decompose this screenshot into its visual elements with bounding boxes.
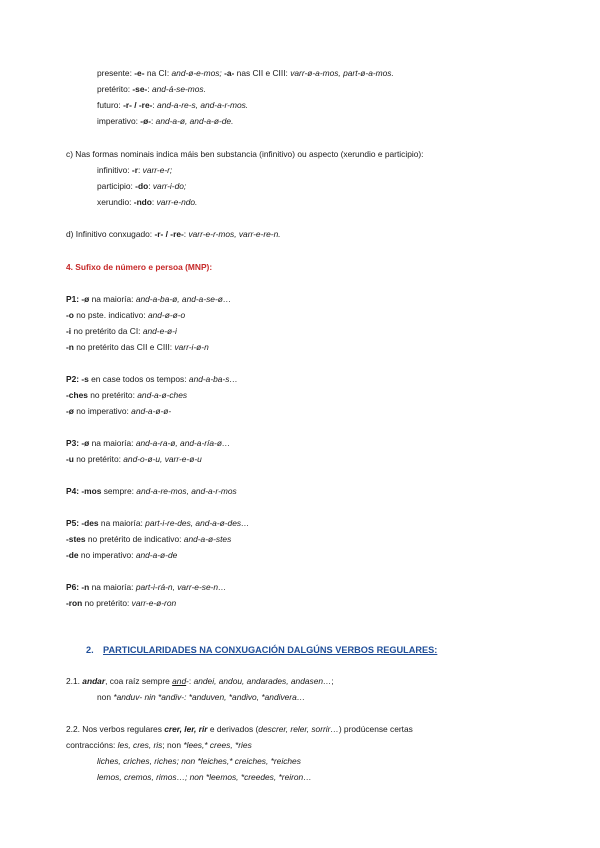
example: and-a-ba-s… [188,374,238,384]
text: : [147,84,152,94]
example: and-á-se-mos. [151,84,206,94]
text: : [151,197,157,207]
example: varr-i-ø-n [174,342,209,352]
tense-line-imperativo [97,116,233,127]
text: sempre: [101,486,137,496]
paragraph-2-1 [66,676,334,687]
example: part-i-rá-n, varr-e-se-n… [135,582,227,592]
person-line [66,550,177,561]
text: , coa raíz sempre [105,676,173,686]
morpheme: -r- / -re- [123,100,153,110]
example: and-a-ø-ches [137,390,188,400]
person-line [66,326,177,337]
text: xerundio: [97,197,134,207]
section-4-heading: 4. Sufixo de número e persoa (MNP): [66,262,213,272]
person-line [66,534,231,545]
tense-label: futuro: [97,100,124,110]
tense-line-presente [97,68,394,79]
text: na maioría: [98,518,146,528]
text: no imperativo: [73,406,132,416]
verbs: crer, ler, rir [164,724,208,734]
person-line [66,598,176,609]
morpheme: P5: -des [66,518,99,528]
paragraph-2-2-line2 [66,740,252,751]
morpheme: -o [66,310,74,320]
morpheme: -ches [66,390,88,400]
morpheme: P4: -mos [66,486,102,496]
text: no pste. indicativo: [73,310,148,320]
person-line [66,406,171,417]
example: varr-e-r-mos, varr-e-re-n. [188,229,281,239]
text: no pretérito: [82,598,132,608]
example: and-a-ra-ø, and-a-ría-ø… [135,438,231,448]
morpheme: -ndo [133,197,152,207]
section-2-heading: PARTICULARIDADES NA CONXUGACIÓN DALGÚNS VERBOS REGULARES: [103,645,438,655]
c-line-infinitivo [97,165,172,176]
example: varr-e-ndo. [156,197,198,207]
paragraph-2-1-line2 [97,692,305,703]
text: 2.1. [66,676,83,686]
person-line [66,342,209,353]
text: 2.2. Nos verbos regulares [66,724,165,734]
text: -: [186,676,194,686]
morpheme: P1: -ø [66,294,90,304]
person-line [66,486,237,497]
text: : [151,116,156,126]
tense-line-futuro [97,100,248,111]
example: varr-i-do; [152,181,187,191]
text: infinitivo: [97,165,132,175]
example: part-i-re-des, and-a-ø-des… [145,518,250,528]
example: varr-ø-a-mos, part-ø-a-mos. [290,68,394,78]
text: na maioría: [89,582,136,592]
morpheme: -stes [66,534,86,544]
example: liches, criches, riches; non *leiches,* creiches, *reiches [97,756,301,766]
text: en case todos os tempos: [88,374,189,384]
text: : [152,100,158,110]
morpheme: P6: -n [66,582,90,592]
text: e derivados ( [207,724,259,734]
person-line [66,310,185,321]
text: na maioría: [89,438,136,448]
paragraph-2-2-line4 [97,772,312,783]
text: ) prodúcense certas [338,724,413,734]
example: and-ø-e-mos; [171,68,225,78]
paragraph-c-intro: c) Nas formas nominais indica máis ben substancia (infinitivo) ou aspecto (xerundio e participio): [66,149,424,159]
tense-line-preterito [97,84,206,95]
text: nas CII e CIII: [234,68,291,78]
example: and-o-ø-u, varr-e-ø-u [123,454,202,464]
person-line [66,582,226,593]
text: : [137,165,143,175]
example: varr-e-ø-ron [131,598,177,608]
morpheme: -do [135,181,149,191]
morpheme: -n [66,342,74,352]
text: no pretérito de indicativo: [85,534,184,544]
morpheme: -i [66,326,72,336]
text: ; non [162,740,184,750]
example: lemos, cremos, rimos…; non *leemos, *creedes, *reiron… [97,772,312,782]
text: participio: [97,181,136,191]
text: no pretérito: [73,454,124,464]
text: : [148,181,153,191]
verb: andar [82,676,106,686]
morpheme: P3: -ø [66,438,90,448]
example: les, cres, ris [117,740,163,750]
text: no pretérito da CI: [71,326,143,336]
example: *lees,* crees, *ries [183,740,252,750]
person-line [66,294,231,305]
tense-label: presente: [97,68,135,78]
person-line [66,390,187,401]
morpheme: -ron [66,598,83,608]
morpheme: P2: -s [66,374,89,384]
text: na maioría: [89,294,136,304]
paragraph-d [66,229,281,240]
example: and-a-ø-de [135,550,178,560]
tense-label: pretérito: [97,84,133,94]
person-line [66,454,202,465]
text: : [183,229,189,239]
text: no pretérito das CII e CIII: [73,342,175,352]
example: and-ø-ø-o [147,310,186,320]
morpheme: -a- [224,68,235,78]
text: na CI: [144,68,172,78]
example: and-a-ba-ø, and-a-se-ø… [135,294,232,304]
root: and [172,676,187,686]
person-line [66,374,238,385]
section-2-number: 2. [86,645,94,655]
example: descrer, reler, sorrir… [258,724,339,734]
morpheme: -ø [66,406,74,416]
text: non [97,692,114,702]
example: and-a-re-s, and-a-r-mos. [157,100,249,110]
text: no imperativo: [78,550,136,560]
text: d) Infinitivo conxugado: [66,229,155,239]
example: and-a-ø-ø- [131,406,172,416]
example: and-e-ø-i [142,326,177,336]
example: varr-e-r; [142,165,173,175]
paragraph-2-2-line3 [97,756,301,767]
morpheme: -de [66,550,79,560]
paragraph-2-2 [66,724,413,735]
example: and-a-ø, and-a-ø-de. [155,116,234,126]
morpheme: -r [131,165,138,175]
c-line-xerundio [97,197,197,208]
c-line-participio [97,181,186,192]
tense-label: imperativo: [97,116,141,126]
morpheme: -ø- [140,116,151,126]
example: and-a-re-mos, and-a-r-mos [136,486,237,496]
person-line [66,518,249,529]
example: andei, andou, andarades, andasen… [193,676,332,686]
text: ; [331,676,334,686]
text: no pretérito: [87,390,138,400]
morpheme: -se- [132,84,148,94]
morpheme: -r- / -re- [154,229,184,239]
example: *anduv- nin *andiv-: *anduven, *andivo, *andivera… [113,692,306,702]
morpheme: -e- [134,68,145,78]
text: contraccións: [66,740,118,750]
example: and-a-ø-stes [183,534,232,544]
person-line [66,438,230,449]
morpheme: -u [66,454,74,464]
